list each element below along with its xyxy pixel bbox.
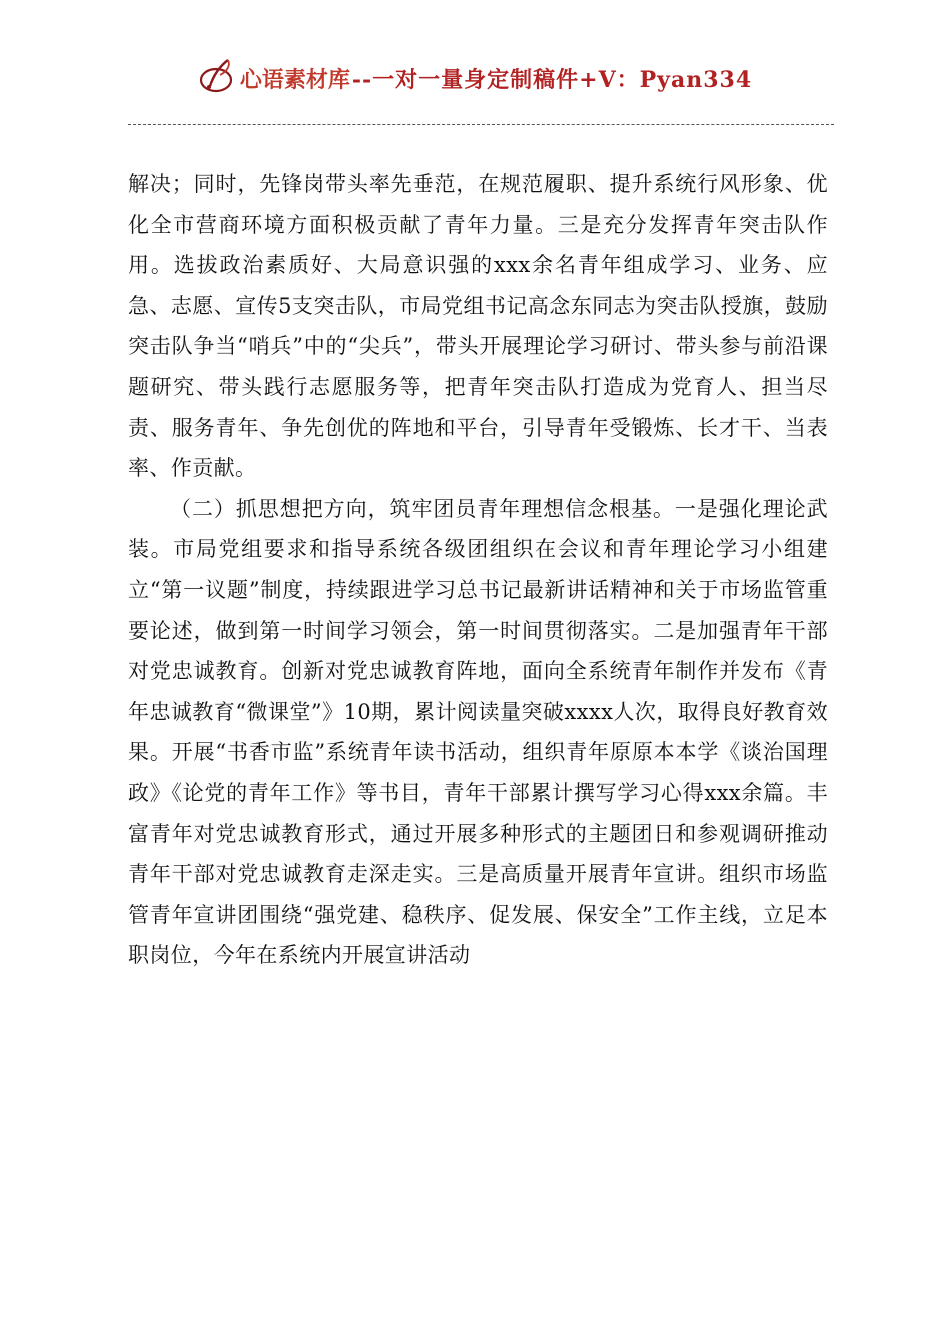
header-divider — [128, 124, 834, 125]
page-header — [0, 58, 950, 108]
document-body — [128, 164, 828, 976]
paragraph-section-two: （二）抓思想把方向，筑牢团员青年理想信念根基。一是强化理论武装。市局党组要求和指导系统各级团组织在会议和青年理论学习小组建立“第一议题”制度，持续跟进学习总书记最新讲话精神和关于市场监管重要论述，做到第一时间学习领会，第一时间贯彻落实。二是加强青年干部对党忠诚教育。创新对党忠诚教育阵地，面向全系统青年制作并发布《青年忠诚教育“微课堂”》10期，累计阅读量突破xxxx人次，取得良好教育效果。开展“书香市监”系统青年读书活动，组织青年原原本本学《谈治国理政》《论党的青年工作》等书目，青年干部累计撰写学习心得xxx余篇。丰富青年对党忠诚教育形式，通过开展多种形式的主题团日和参观调研推动青年干部对党忠诚教育走深走实。三是高质量开展青年宣讲。组织市场监管青年宣讲团围绕“强党建、稳秩序、促发展、保安全”工作主线，立足本职岗位，今年在系统内开展宣讲活动 — [128, 496, 828, 968]
header-inner — [198, 58, 752, 98]
brand-name: 心语素材库 — [239, 66, 350, 93]
quill-pen-logo-icon — [198, 56, 238, 96]
header-tagline: --一对一量身定制稿件+V：Pyan334 — [351, 66, 753, 93]
paragraph-continuation: 解决；同时，先锋岗带头率先垂范，在规范履职、提升系统行风形象、优化全市营商环境方面积极贡献了青年力量。三是充分发挥青年突击队作用。选拔政治素质好、大局意识强的xxx余名青年组成学习、业务、应急、志愿、宣传5支突击队，市局党组书记高念东同志为突击队授旗，鼓励突击队争当“哨兵”中的“尖兵”，带头开展理论学习研讨、带头参与前沿课题研究、带头践行志愿服务等，把青年突击队打造成为党育人、担当尽责、服务青年、争先创优的阵地和平台，引导青年受锻炼、长才干、当表率、作贡献。 — [128, 172, 828, 481]
